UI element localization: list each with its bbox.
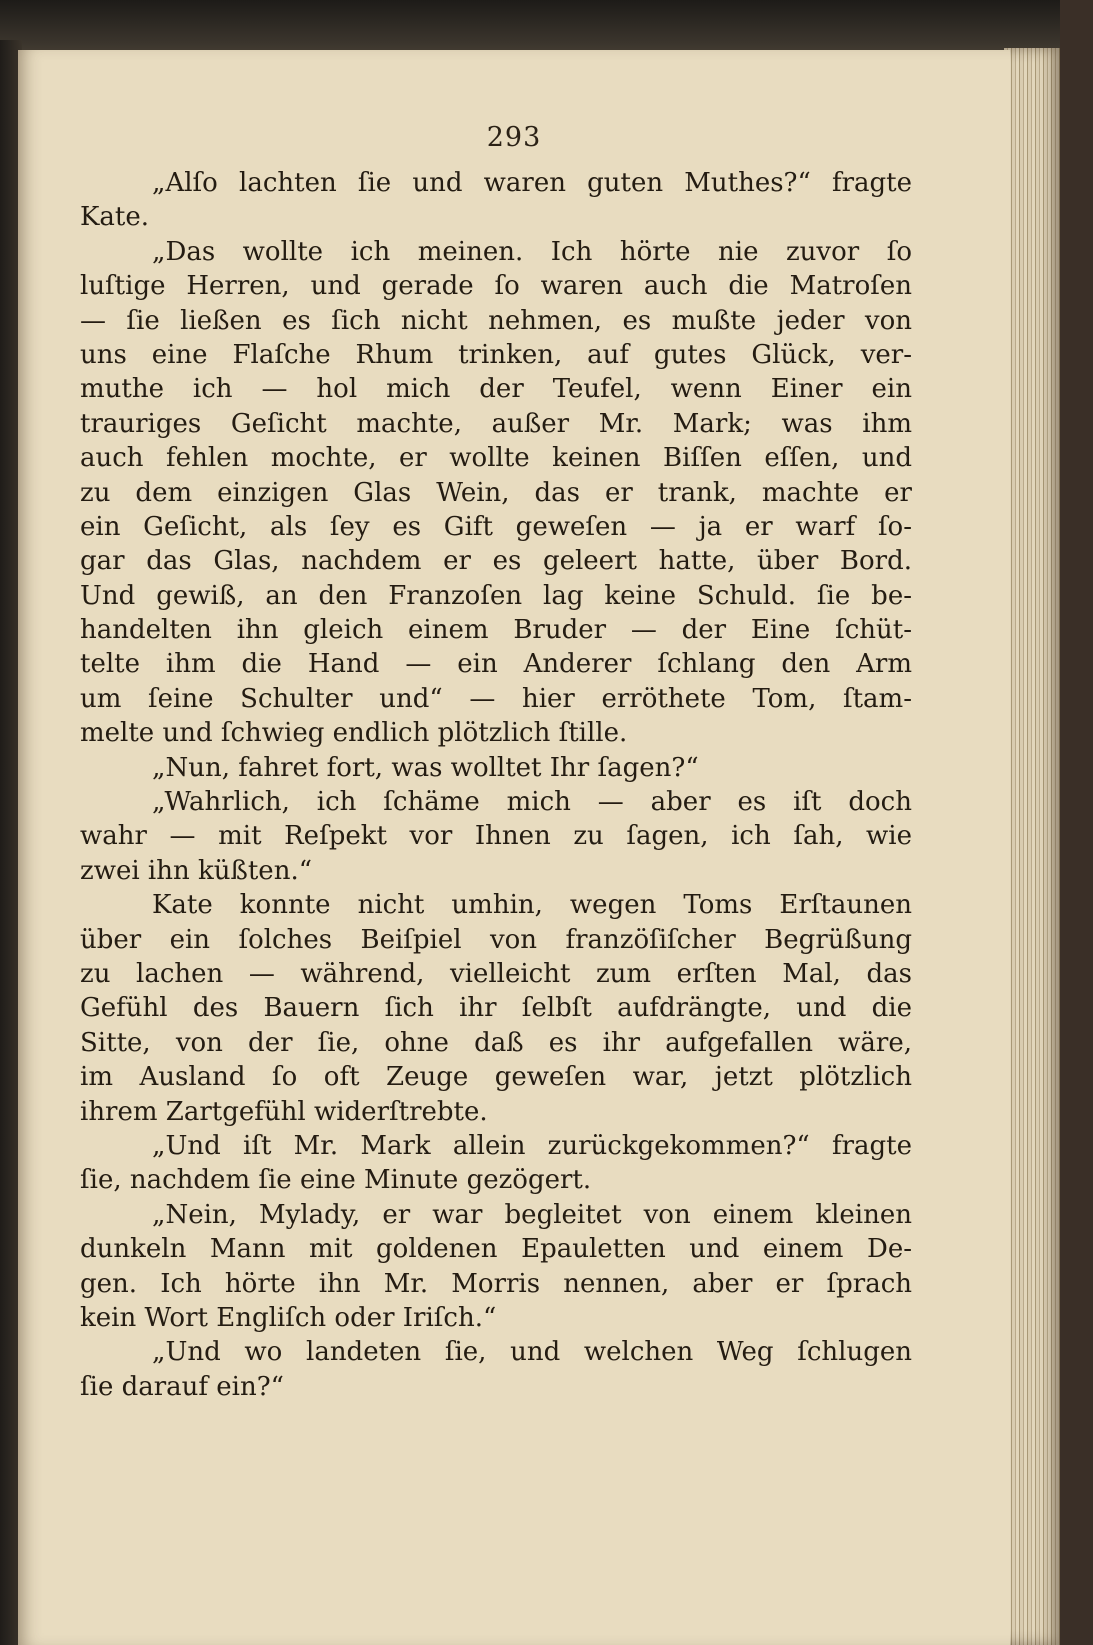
text-line: im Ausland ſo oft Zeuge geweſen war, jetzt plötzlich <box>80 1062 912 1093</box>
text-line: gar das Glas, nachdem er es geleert hatte, über Bord. <box>80 546 912 577</box>
text-line: um ſeine Schulter und“ — hier erröthete Tom, ſtam- <box>80 683 912 714</box>
text-line: — ſie ließen es ſich nicht nehmen, es mußte jeder von <box>80 305 912 336</box>
text-line: zu lachen — während, vielleicht zum erſten Mal, das <box>80 958 912 989</box>
text-line: uns eine Flaſche Rhum trinken, auf gutes Glück, ver- <box>80 339 912 370</box>
text-line: Kate. <box>80 202 150 233</box>
text-line: ſie, nachdem ſie eine Minute gezögert. <box>80 1165 592 1196</box>
text-line: ſie darauf ein?“ <box>80 1371 284 1402</box>
text-line: Und gewiß, an den Franzoſen lag keine Schuld. ſie be- <box>80 580 912 611</box>
text-line: ihrem Zartgefühl widerſtrebte. <box>80 1096 488 1127</box>
text-line: kein Wort Engliſch oder Iriſch.“ <box>80 1302 497 1333</box>
text-line: „Alſo lachten ſie und waren guten Muthes?“ fragte <box>152 168 912 198</box>
text-line: Kate konnte nicht umhin, wegen Toms Erſtaunen <box>152 890 912 921</box>
body-text <box>80 166 912 1404</box>
text-line: trauriges Geſicht machte, außer Mr. Mark; was ihm <box>80 408 912 439</box>
text-line: telte ihm die Hand — ein Anderer ſchlang den Arm <box>80 649 912 680</box>
text-line: zwei ihn küßten.“ <box>80 855 312 886</box>
text-line: ein Geſicht, als ſey es Gift geweſen — ja er warf ſo- <box>80 511 912 542</box>
text-line: zu dem einzigen Glas Wein, das er trank, machte er <box>80 477 912 508</box>
text-line: luſtige Herren, und gerade ſo waren auch die Matroſen <box>80 271 912 302</box>
text-line: „Das wollte ich meinen. Ich hörte nie zuvor ſo <box>152 236 912 267</box>
page-number: 293 <box>486 122 542 153</box>
text-line: auch fehlen mochte, er wollte keinen Biſſen eſſen, und <box>80 443 912 474</box>
text-line: über ein ſolches Beiſpiel von franzöſiſcher Begrüßung <box>80 924 912 955</box>
text-line: muthe ich — hol mich der Teufel, wenn Einer ein <box>80 374 912 405</box>
page-edges <box>1004 48 1064 1645</box>
text-line: „Und wo landeten ſie, und welchen Weg ſchlugen <box>152 1337 912 1368</box>
book-page <box>18 50 1010 1645</box>
text-line: Gefühl des Bauern ſich ihr ſelbſt aufdrängte, und die <box>80 993 912 1024</box>
text-line: „Nun, fahret fort, was wolltet Ihr ſagen?“ <box>152 752 699 783</box>
text-line: „Nein, Mylady, er war begleitet von einem kleinen <box>152 1199 912 1230</box>
text-line: dunkeln Mann mit goldenen Epauletten und einem De- <box>80 1234 912 1265</box>
text-line: „Wahrlich, ich ſchäme mich — aber es iſt doch <box>152 787 912 818</box>
text-line: Sitte, von der ſie, ohne daß es ihr aufgefallen wäre, <box>80 1027 912 1058</box>
text-line: wahr — mit Reſpekt vor Ihnen zu ſagen, ich ſah, wie <box>80 821 912 852</box>
text-line: handelten ihn gleich einem Bruder — der Eine ſchüt- <box>80 615 912 646</box>
text-line: „Und iſt Mr. Mark allein zurückgekommen?“ fragte <box>152 1130 912 1161</box>
text-line: melte und ſchwieg endlich plötzlich ſtille. <box>80 718 628 749</box>
book-cover-edge <box>1060 0 1093 1645</box>
text-line: gen. Ich hörte ihn Mr. Morris nennen, aber er ſprach <box>80 1268 912 1299</box>
